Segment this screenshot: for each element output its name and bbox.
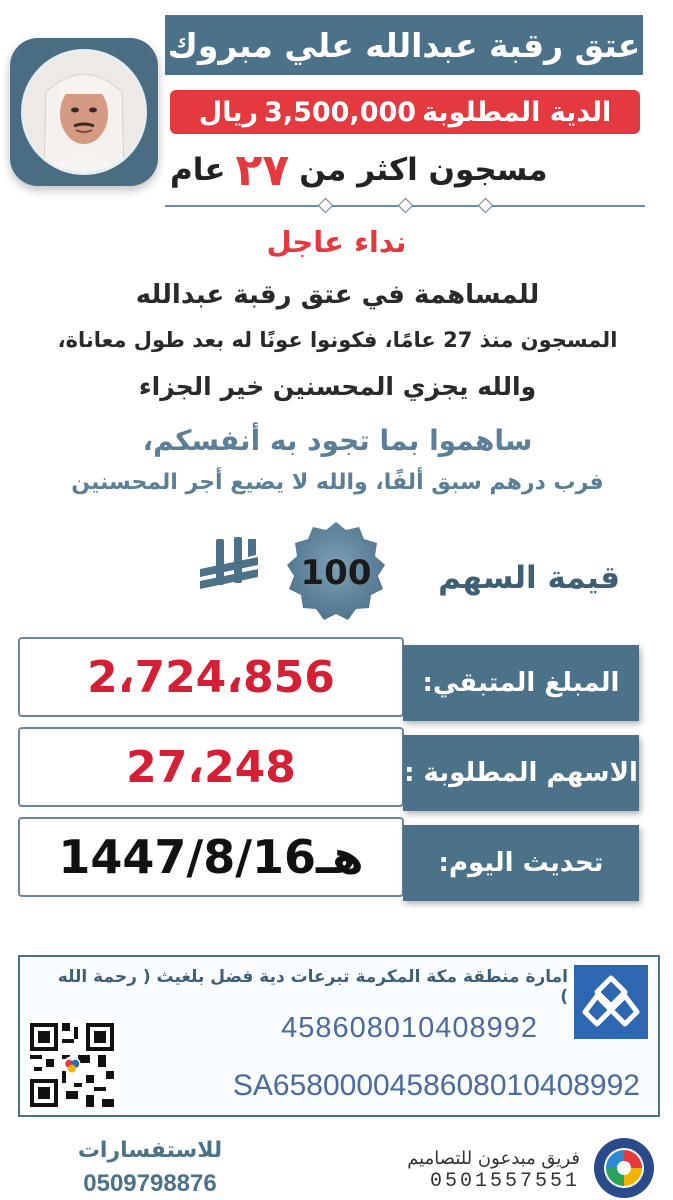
bank-details-card [18,955,660,1117]
urgent-heading: نداء عاجل [266,225,407,259]
imprisoned-years: ٢٧ [235,144,290,196]
diya-label: الدية المطلوبة [422,96,612,128]
inquiries-phone[interactable]: 0509798876 [83,1170,217,1197]
imprisoned-line [170,140,640,200]
remaining-amount-value: 2،724،856 [18,637,404,717]
diamond-icon [398,198,414,214]
update-date-label: تحديث اليوم: [403,825,639,901]
update-date-value: 1447/8/16هـ [18,817,404,897]
diya-banner [170,90,640,134]
portrait-frame [10,38,158,186]
required-shares-label: الاسهم المطلوبة : [403,735,639,811]
design-team-phone[interactable]: 0501557551 [429,1170,580,1193]
stat-updated [18,817,641,901]
share-value: 100 [300,553,372,593]
appeal-line-1: للمساهمة في عتق رقبة عبدالله [135,280,540,310]
appeal-line-4: ساهموا بما تجود به أنفسكم، [142,424,533,457]
ornamental-divider [165,205,645,207]
page-title: عتق رقبة عبدالله علي مبروك [167,25,641,65]
team-logo-icon [592,1136,656,1200]
appeal-line-3: والله يجزي المحسنين خير الجزاء [138,372,537,401]
diya-currency: ريال [198,96,259,128]
stat-shares [18,727,641,811]
appeal-line-5: فرب درهم سبق ألفًا، والله لا يضيع أجر المحسنين [71,470,604,495]
share-label: قيمة السهم [438,560,620,596]
remaining-amount-label: المبلغ المتبقي: [403,645,639,721]
saudi-riyal-symbol-icon [196,535,266,595]
alrajhi-bank-logo-icon [574,965,648,1039]
appeal-line-2: المسجون منذ 27 عامًا، فكونوا عونًا له بعد طول معاناة، [57,328,618,352]
diamond-icon [478,198,494,214]
stat-remaining [18,637,641,721]
diya-amount: 3,500,000 [264,96,417,128]
title-banner [165,15,643,75]
qr-code-icon[interactable] [26,1019,118,1111]
imprisoned-prefix: مسجون اكثر من [299,152,548,188]
required-shares-value: 27،248 [18,727,404,807]
inquiries-label: للاستفسارات [77,1138,223,1163]
imprisoned-suffix: عام [170,152,226,188]
account-number[interactable]: 458608010408992 [281,1012,538,1044]
share-badge-icon [282,518,390,626]
design-team-name: فريق مبدعون للتصاميم [407,1148,580,1169]
portrait-photo [21,49,147,175]
diamond-icon [318,198,334,214]
bank-account-name: امارة منطقة مكة المكرمة تبرعات دية فضل بلغيث ( رحمة الله ) [57,967,568,1007]
iban-number[interactable]: SA6580000458608010408992 [232,1069,640,1102]
